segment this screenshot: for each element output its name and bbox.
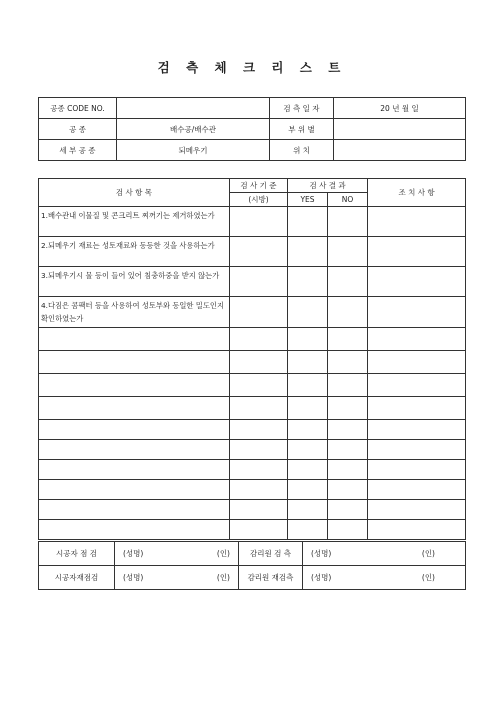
yes-cell[interactable]: [288, 460, 328, 480]
yes-cell[interactable]: [288, 440, 328, 460]
action-cell[interactable]: [368, 440, 466, 460]
seal-label: (인): [216, 549, 230, 558]
action-cell[interactable]: [368, 351, 466, 374]
part-value-cell[interactable]: [334, 119, 466, 140]
signature-table: [38, 541, 466, 590]
item-cell[interactable]: [39, 397, 230, 420]
yes-cell[interactable]: [288, 267, 328, 297]
name-label: (성명): [123, 549, 144, 558]
no-cell[interactable]: [328, 420, 368, 440]
contractor-recheck-sign[interactable]: [115, 566, 239, 590]
action-cell[interactable]: [368, 297, 466, 328]
table-row: [39, 237, 466, 267]
table-row: [39, 420, 466, 440]
no-cell[interactable]: [328, 297, 368, 328]
table-row: [39, 500, 466, 520]
no-cell[interactable]: [328, 237, 368, 267]
col-result-header: 검 사 결 과: [288, 179, 368, 193]
no-cell[interactable]: [328, 374, 368, 397]
action-cell[interactable]: [368, 328, 466, 351]
contractor-recheck-label: 시공자재점검: [39, 566, 115, 590]
standard-cell[interactable]: [230, 500, 288, 520]
col-yes-header: YES: [288, 193, 328, 207]
no-cell[interactable]: [328, 480, 368, 500]
action-cell[interactable]: [368, 374, 466, 397]
table-row: [39, 374, 466, 397]
detail-value[interactable]: 되메우기: [117, 140, 270, 161]
name-label: (성명): [311, 573, 332, 582]
seal-label: (인): [421, 549, 435, 558]
col-item-header: 검 사 항 목: [39, 179, 230, 207]
col-method-header: (시방): [230, 193, 288, 207]
yes-cell[interactable]: [288, 520, 328, 540]
location-label: 위 치: [270, 140, 334, 161]
table-row: [39, 520, 466, 540]
action-cell[interactable]: [368, 520, 466, 540]
standard-cell[interactable]: [230, 420, 288, 440]
action-cell[interactable]: [368, 500, 466, 520]
yes-cell[interactable]: [288, 397, 328, 420]
item-2: 2.되메우기 재료는 성토재료와 동등한 것을 사용하는가: [39, 237, 230, 267]
yes-cell[interactable]: [288, 351, 328, 374]
work-value[interactable]: 배수공/배수관: [117, 119, 270, 140]
table-row: [39, 207, 466, 237]
standard-cell[interactable]: [230, 480, 288, 500]
no-cell[interactable]: [328, 267, 368, 297]
table-row: [39, 351, 466, 374]
supervisor-check-sign[interactable]: [303, 542, 466, 566]
item-cell[interactable]: [39, 480, 230, 500]
page-title: 검 측 체 크 리 스 트: [157, 60, 347, 75]
yes-cell[interactable]: [288, 237, 328, 267]
work-label: 공 종: [39, 119, 117, 140]
yes-cell[interactable]: [288, 297, 328, 328]
no-cell[interactable]: [328, 207, 368, 237]
standard-cell[interactable]: [230, 237, 288, 267]
standard-cell[interactable]: [230, 267, 288, 297]
standard-cell[interactable]: [230, 297, 288, 328]
no-cell[interactable]: [328, 460, 368, 480]
standard-cell[interactable]: [230, 397, 288, 420]
table-row: [39, 267, 466, 297]
standard-cell[interactable]: [230, 440, 288, 460]
seal-label: (인): [216, 573, 230, 582]
no-cell[interactable]: [328, 397, 368, 420]
no-cell[interactable]: [328, 440, 368, 460]
table-row: [39, 460, 466, 480]
item-cell[interactable]: [39, 460, 230, 480]
table-row: [39, 480, 466, 500]
detail-label: 세 부 공 종: [39, 140, 117, 161]
item-3: 3.되메우기시 물 등이 들어 있어 침충하중을 받지 않는가: [39, 267, 230, 297]
yes-cell[interactable]: [288, 374, 328, 397]
code-label: 공종 CODE NO.: [39, 98, 117, 119]
action-cell[interactable]: [368, 460, 466, 480]
action-cell[interactable]: [368, 480, 466, 500]
item-cell[interactable]: [39, 500, 230, 520]
header-table: [38, 97, 466, 161]
table-row: [39, 397, 466, 420]
action-cell[interactable]: [368, 267, 466, 297]
standard-cell[interactable]: [230, 374, 288, 397]
standard-cell[interactable]: [230, 351, 288, 374]
no-cell[interactable]: [328, 500, 368, 520]
date-value[interactable]: 20 년 월 일: [334, 98, 466, 119]
item-cell[interactable]: [39, 440, 230, 460]
seal-label: (인): [421, 573, 435, 582]
col-standard-header: 검 사 기 준: [230, 179, 288, 193]
action-cell[interactable]: [368, 207, 466, 237]
item-4: 4.다짐은 콤팩터 등을 사용하여 성토부와 동일한 밀도인지 확인하였는가: [39, 297, 230, 328]
yes-cell[interactable]: [288, 328, 328, 351]
contractor-check-sign[interactable]: [115, 542, 239, 566]
action-cell[interactable]: [368, 420, 466, 440]
table-row: [39, 440, 466, 460]
yes-cell[interactable]: [288, 500, 328, 520]
table-row: [39, 297, 466, 328]
col-action-header: 조 치 사 항: [368, 179, 466, 207]
table-row: [39, 328, 466, 351]
standard-cell[interactable]: [230, 207, 288, 237]
item-cell[interactable]: [39, 520, 230, 540]
date-label: 검 측 일 자: [270, 98, 334, 119]
item-cell[interactable]: [39, 420, 230, 440]
no-cell[interactable]: [328, 328, 368, 351]
location-value-cell[interactable]: [334, 140, 466, 161]
standard-cell[interactable]: [230, 328, 288, 351]
standard-cell[interactable]: [230, 520, 288, 540]
item-cell[interactable]: [39, 328, 230, 351]
inspection-table: [38, 178, 466, 540]
part-label: 부 위 별: [270, 119, 334, 140]
item-cell[interactable]: [39, 374, 230, 397]
supervisor-recheck-sign[interactable]: [303, 566, 466, 590]
item-1: 1.배수관내 이물질 및 콘크리트 찌꺼기는 제거하였는가: [39, 207, 230, 237]
standard-cell[interactable]: [230, 460, 288, 480]
name-label: (성명): [123, 573, 144, 582]
code-value-cell[interactable]: [117, 98, 270, 119]
supervisor-check-label: 감리원 검 측: [239, 542, 303, 566]
action-cell[interactable]: [368, 397, 466, 420]
no-cell[interactable]: [328, 351, 368, 374]
no-cell[interactable]: [328, 520, 368, 540]
yes-cell[interactable]: [288, 207, 328, 237]
yes-cell[interactable]: [288, 420, 328, 440]
col-no-header: NO: [328, 193, 368, 207]
contractor-check-label: 시공자 점 검: [39, 542, 115, 566]
yes-cell[interactable]: [288, 480, 328, 500]
item-cell[interactable]: [39, 351, 230, 374]
name-label: (성명): [311, 549, 332, 558]
action-cell[interactable]: [368, 237, 466, 267]
supervisor-recheck-label: 감리원 재검측: [239, 566, 303, 590]
